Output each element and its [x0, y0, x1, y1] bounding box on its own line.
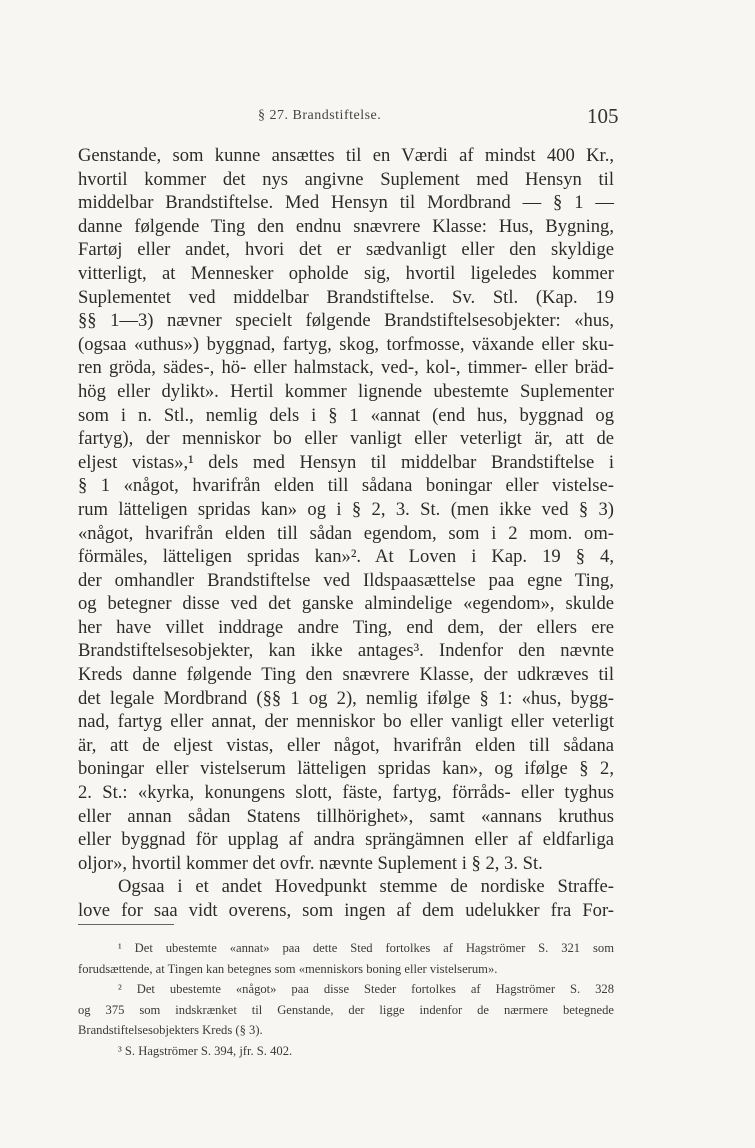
text-line: Brandstiftelsesobjekter, kan ikke antages³. Indenfor den nævnte [78, 640, 614, 662]
text-line: det legale Mordbrand (§§ 1 og 2), nemlig ifølge § 1: «hus, bygg- [78, 687, 614, 709]
text-line: §§ 1—3) nævner specielt følgende Brandstiftelsesobjekter: «hus, [78, 310, 614, 332]
text-line: 2. St.: «kyrka, konungens slott, fäste, fartyg, förråds- eller tyghus [78, 782, 614, 804]
text-line: oljor», hvortil kommer det ovfr. nævnte Suplement i § 2, 3. St. [78, 852, 543, 874]
body-text [78, 144, 614, 923]
text-line: nad, fartyg eller annat, der menniskor bo eller vanligt eller veterligt [78, 711, 614, 733]
footnote-line: og 375 som indskrænket til Genstande, der ligge indenfor de nærmere betegnede [78, 1002, 614, 1017]
text-line: boningar eller vistelserum lätteligen spridas kan», og ifølge § 2, [78, 758, 614, 780]
text-line: vitterligt, at Mennesker opholde sig, hvortil ligeledes kommer [78, 262, 614, 284]
text-line: eller byggnad för upplag af andra sprängämnen eller af eldfarliga [78, 829, 614, 851]
page-number: 105 [587, 104, 619, 128]
text-line: (ogsaa «uthus») byggnad, fartyg, skog, torfmosse, växande eller sku- [78, 333, 614, 355]
text-line: Kreds danne følgende Ting den snævrere Klasse, der udkræves til [78, 664, 614, 686]
text-line: Suplementet ved middelbar Brandstiftelse. Sv. Stl. (Kap. 19 [78, 286, 614, 308]
footnote-line: ³ S. Hagströmer S. 394, jfr. S. 402. [118, 1043, 293, 1058]
text-line: der omhandler Brandstiftelse ved Ildspaasættelse paa egne Ting, [78, 569, 614, 591]
text-line: ren gröda, sädes-, hö- eller halmstack, ved-, kol-, timmer- eller bräd- [78, 357, 614, 379]
text-line: Genstande, som kunne ansættes til en Værdi af mindst 400 Kr., [78, 145, 614, 166]
footnote-line: ² Det ubestemte «något» paa disse Steder fortolkes af Hagströmer S. 328 [118, 982, 614, 996]
text-line: «något, hvarifrån elden till sådan egendom, som i 2 mom. om- [78, 522, 614, 544]
page-header [0, 104, 755, 134]
text-line: fartyg), der menniskor bo eller vanligt eller veterligt är, att de [78, 428, 614, 450]
text-line: eller annan sådan Statens tillhörighet», samt «annans kruthus [78, 805, 614, 827]
text-line: § 1 «något, hvarifrån elden till sådana boningar eller vistelse- [78, 475, 614, 497]
footnote-rule [78, 924, 174, 925]
text-line: hög eller dylikt». Hertil kommer lignende ubestemte Suplementer [78, 380, 614, 402]
text-line: her have villet inddrage andre Ting, end dem, der ellers ere [78, 616, 614, 638]
footnote-line: forudsættende, at Tingen kan betegnes som «menniskors boning eller vistelserum». [78, 961, 498, 976]
running-head: § 27. Brandstiftelse. [258, 108, 382, 123]
footnote-line: Brandstiftelsesobjekters Kreds (§ 3). [78, 1023, 263, 1037]
text-line: og betegner disse ved det ganske almindelige «egendom», skulde [78, 593, 614, 615]
text-line: Ogsaa i et andet Hovedpunkt stemme de nordiske Straffe- [118, 876, 614, 898]
text-line: middelbar Brandstiftelse. Med Hensyn til Mordbrand — § 1 — [78, 192, 614, 214]
text-line: hvortil kommer det nys angivne Suplement med Hensyn til [78, 168, 614, 190]
text-line: förmäles, lätteligen spridas kan»². At Loven i Kap. 19 § 4, [78, 546, 614, 568]
footnotes [78, 938, 614, 1061]
footnote-line: ¹ Det ubestemte «annat» paa dette Sted fortolkes af Hagströmer S. 321 som [118, 941, 614, 955]
text-line: rum lätteligen spridas kan» og i § 2, 3. St. (men ikke ved § 3) [78, 498, 614, 520]
text-line: love for saa vidt overens, som ingen af dem udelukker fra For- [78, 900, 614, 921]
text-line: är, att de eljest vistas, eller något, hvarifrån elden till sådana [78, 734, 614, 756]
text-line: Fartøj eller andet, hvori det er sædvanligt eller den skyldige [78, 239, 614, 261]
text-line: eljest vistas»,¹ dels med Hensyn til middelbar Brandstiftelse i [78, 451, 614, 473]
text-line: danne følgende Ting den endnu snævrere Klasse: Hus, Bygning, [78, 215, 614, 237]
text-line: som i n. Stl., nemlig dels i § 1 «annat (end hus, byggnad og [78, 404, 614, 426]
